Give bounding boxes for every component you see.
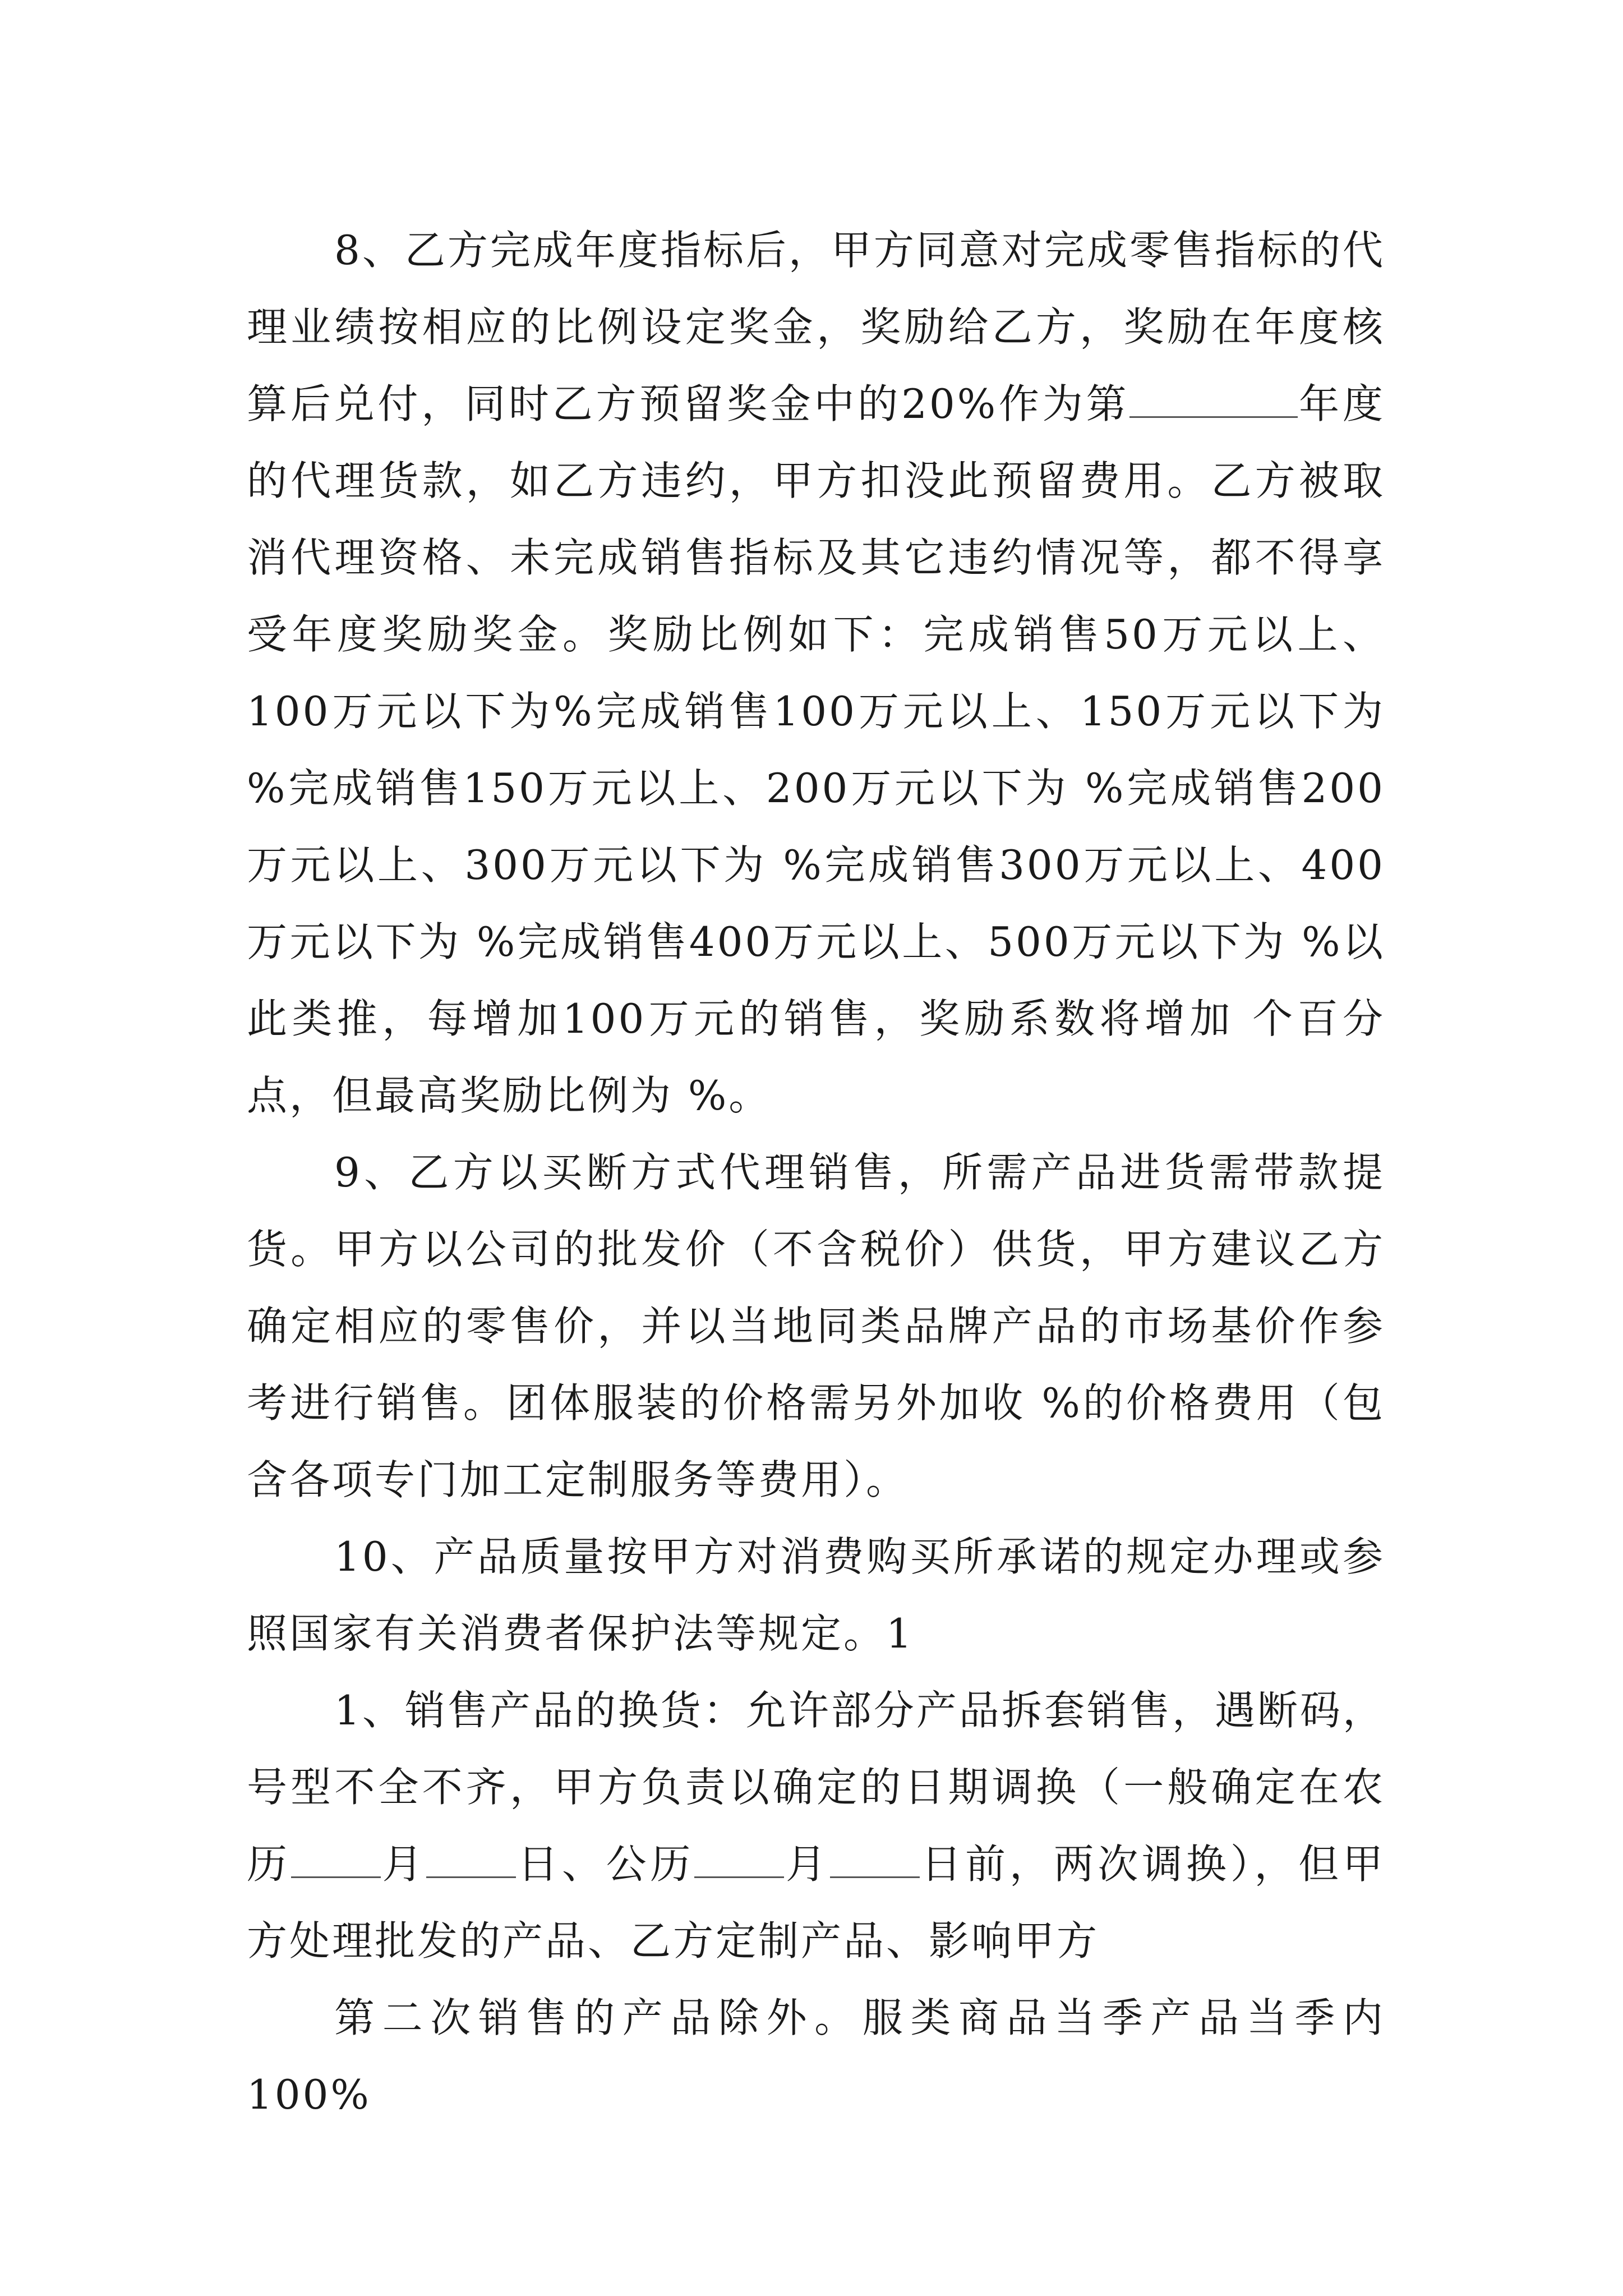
fill-in-blank xyxy=(694,1842,784,1878)
paragraph-8 xyxy=(247,212,1385,1134)
document-body xyxy=(247,212,1385,2133)
paragraph-11-text: 1、销售产品的换货：允许部分产品拆套销售，遇断码，号型不全不齐，甲方负责以确定的日期调换（一般确定在农历 xyxy=(247,1687,1385,1888)
paragraph-12 xyxy=(247,1980,1385,2133)
fill-in-blank xyxy=(830,1842,920,1878)
day-label: 日、公历 xyxy=(516,1841,695,1888)
paragraph-8-text: 8、乙方完成年度指标后，甲方同意对完成零售指标的代理业绩按相应的比例设定奖金，奖励给乙方，奖励在年度核算后兑付，同时乙方预留奖金中的20%作为第 xyxy=(247,227,1385,427)
fill-in-blank xyxy=(291,1842,381,1878)
paragraph-12-text: 第二次销售的产品除外。服类商品当季产品当季内100% xyxy=(247,1994,1385,2118)
paragraph-11 xyxy=(247,1672,1385,1980)
month-label: 月 xyxy=(380,1841,427,1888)
paragraph-9 xyxy=(247,1134,1385,1519)
fill-in-blank xyxy=(1129,381,1298,418)
fill-in-blank xyxy=(426,1842,516,1878)
month-label: 月 xyxy=(784,1841,830,1888)
paragraph-11-continued: 日前，两次调换），但甲方处理批发的产品、乙方定制产品、影响甲方 xyxy=(247,1841,1385,1964)
paragraph-8-continued: 年度的代理货款，如乙方违约，甲方扣没此预留费用。乙方被取消代理资格、未完成销售指标及其它违约情况等，都不得享受年度奖励奖金。奖励比例如下：完成销售50万元以上、100万元以下为%完成销售100万元以上、150万元以下为 %完成销售150万元以上、200万元以下为 %完成销售200万元以上、300万元以下为 %完成销售300万元以上、400万元以下为 %完成销售400万元以上、500万元以下为 %以此类推，每增加100万元的销售，奖励系数将增加 个百分点，但最高奖励比例为 %。 xyxy=(247,380,1385,1119)
paragraph-10 xyxy=(247,1519,1385,1672)
paragraph-9-text: 9、乙方以买断方式代理销售，所需产品进货需带款提货。甲方以公司的批发价（不含税价）供货，甲方建议乙方确定相应的零售价，并以当地同类品牌产品的市场基价作参考进行销售。团体服装的价格需另外加收 %的价格费用（包含各项专门加工定制服务等费用）。 xyxy=(247,1149,1385,1503)
paragraph-10-text: 10、产品质量按甲方对消费购买所承诺的规定办理或参照国家有关消费者保护法等规定。1 xyxy=(247,1533,1385,1657)
